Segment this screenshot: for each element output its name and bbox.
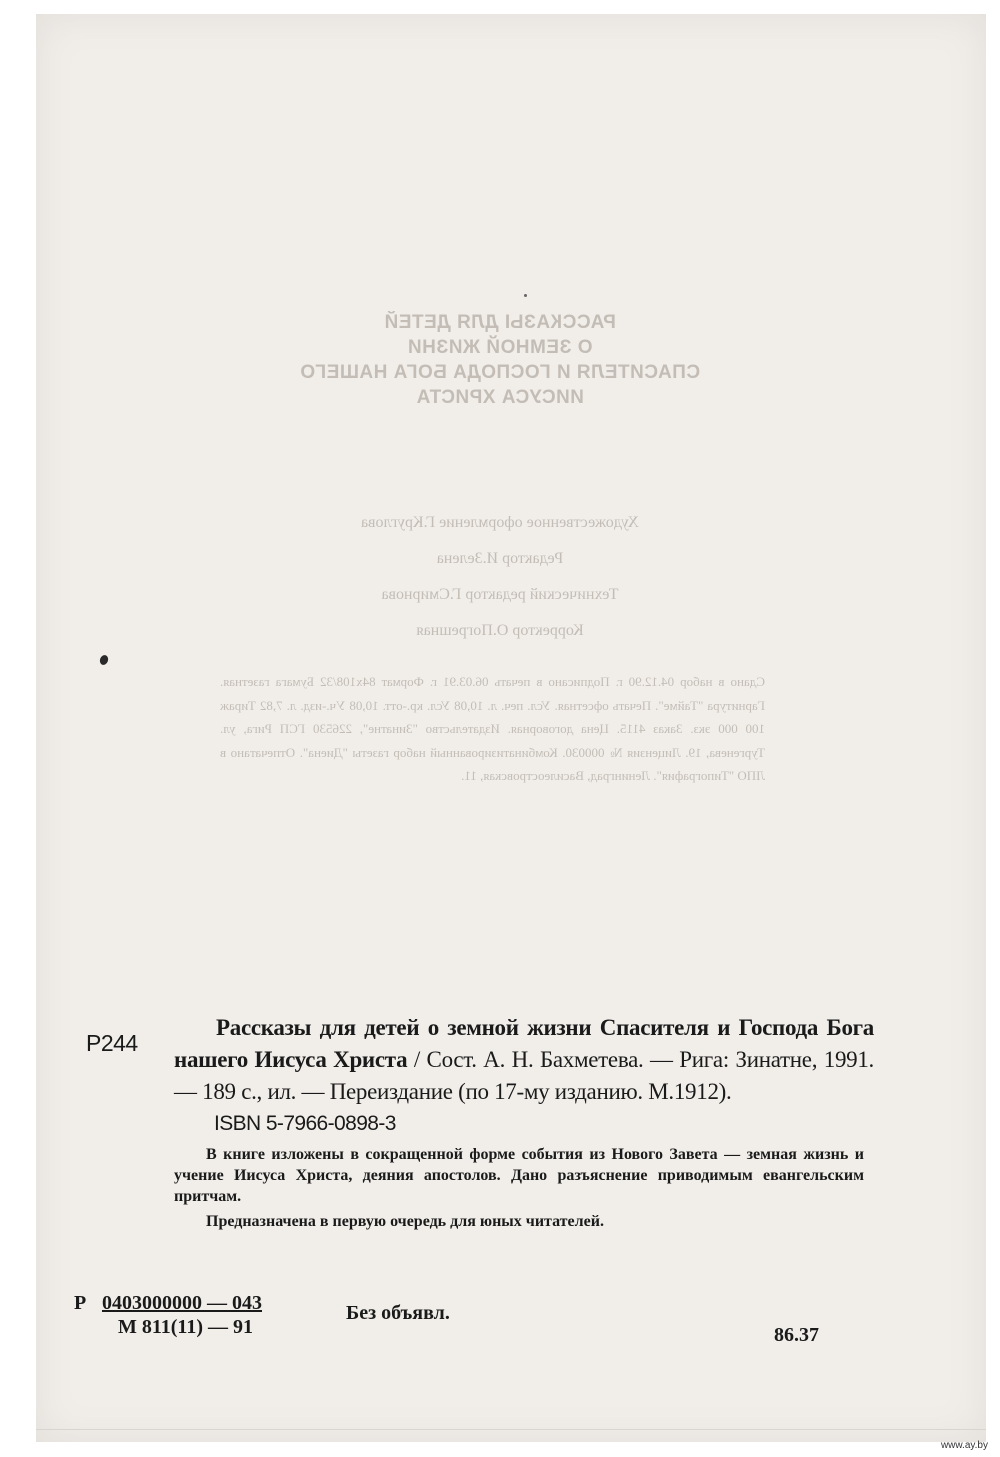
ghost-title-line: РАССКАЗЫ ДЛЯ ДЕТЕЙ: [384, 312, 616, 333]
catalog-card: [174, 1012, 874, 1232]
index-code-line1: 0403000000 — 043: [102, 1292, 262, 1314]
ghost-credit-line: Художественное оформление Г.Круглова: [361, 514, 639, 531]
ghost-imprint: Сдано в набор 04.12.90 г. Подписано в печать 06.03.91 г. Формат 84х108/32 Бумага газетная. Гарнитура "Тайме". Печать офсетная. Усл. печ. л. 10,08 Усл. кр.-отт. 10,08 Уч.-изд. л. 7,82 Тираж 100 000 экз. Заказ 4115. Цена договорная. Издательство "Зинатне", 226530 ГСП Рига, ул. Тургенева, 19. Лицензия № 000030. Комбинатизированный набор газеты "Диена". Отпечатано в ЛПО "Типография". Ленинград, Василеостровская, 11.: [220, 674, 765, 783]
ghost-title-line: ИИСУСА ХРИСТА: [416, 387, 584, 408]
audience-note: Предназначена в первую очередь для юных читателей.: [206, 1213, 604, 1230]
ghost-credit-line: Корректор О.Погрешная: [416, 622, 584, 639]
isbn: ISBN 5-7966-0898-3: [214, 1112, 396, 1135]
bibliographic-entry: [174, 1012, 874, 1108]
index-letter: Р: [74, 1292, 87, 1314]
ghost-credit-line: Технический редактор Г.Смирнова: [381, 586, 619, 603]
catalog-code: Р244: [86, 1030, 138, 1056]
page-edge-line: [36, 1429, 986, 1430]
bibliographic-details: / Сост. А. Н. Бахметева. — Рига: Зинатне, 1991. — 189 с., ил. — Переиздание (по 17-му изданию. М.1912).: [174, 1047, 874, 1104]
ghost-title-line: СПАСИТЕЛЯ И ГОСПОДА БОГА НАШЕГО: [299, 362, 701, 383]
ghost-credits: [220, 505, 780, 649]
ink-speck: [524, 294, 527, 297]
ghost-title: [230, 310, 770, 410]
ghost-credit-line: Редактор И.Зелена: [436, 550, 564, 567]
annotation: В книге изложены в сокращенной форме события из Нового Завета — земная жизнь и учение Иисуса Христа, деяния апостолов. Дано разъяснение приводимым евангельским притчам.: [174, 1146, 864, 1205]
book-title: Рассказы для детей о земной жизни Спасителя и Господа Бога нашего Иисуса Христа: [174, 1015, 874, 1072]
bbk-number: 86.37: [774, 1324, 819, 1346]
index-code-line2: М 811(11) — 91: [118, 1316, 253, 1338]
announcement-note: Без объявл.: [346, 1302, 450, 1324]
watermark: www.ay.by: [940, 1440, 988, 1451]
ghost-title-line: О ЗЕМНОЙ ЖИЗНИ: [407, 337, 593, 358]
